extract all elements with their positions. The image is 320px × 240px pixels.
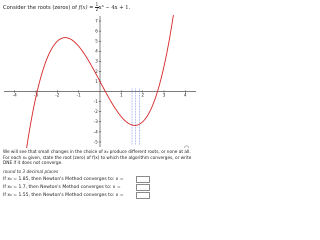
function-graph [0, 14, 200, 148]
answer-input-3[interactable] [136, 192, 150, 199]
question-row-1 [3, 176, 197, 184]
question-text [3, 2, 197, 14]
answer-input-2[interactable] [136, 184, 150, 191]
y-tick-label: 4 [95, 48, 98, 54]
search-icon[interactable] [184, 146, 190, 148]
question-row-3 [3, 192, 197, 200]
x-tick-label: 1 [119, 92, 123, 98]
y-tick-label: -3 [93, 119, 98, 125]
x-tick-label: -2 [55, 92, 60, 98]
question-prompt-1: If x₀ = 1.85, then Newton's Method converges to: x = [3, 177, 124, 182]
y-tick-label: 5 [95, 38, 98, 44]
question-prompt-3: If x₀ = 1.55, then Newton's Method converges to: x = [3, 193, 124, 198]
fraction-numerator: 1 [95, 2, 99, 7]
x-tick-label: 3 [162, 92, 166, 98]
y-tick-label: 1 [95, 78, 98, 84]
function-label: f(x) = [78, 5, 96, 11]
y-tick-label: -5 [93, 139, 98, 145]
y-tick-label: -2 [93, 109, 98, 115]
round-note: round to 3 decimal places [3, 170, 59, 175]
question-prefix: Consider the roots (zeros) of [3, 5, 79, 11]
function-rest: x³ − 4x + 1. [98, 5, 131, 11]
question-prompt-2: If x₀ = 1.7, then Newton's Method converges to: x = [3, 185, 121, 190]
x-tick-label: 4 [183, 92, 187, 98]
x-tick-label: -4 [12, 92, 17, 98]
instructions [3, 150, 197, 167]
fraction-denominator: 2 [95, 7, 99, 12]
answer-input-1[interactable] [136, 176, 150, 183]
y-tick-label: -1 [93, 99, 98, 105]
y-tick-label: 6 [95, 28, 98, 34]
y-tick-label: -4 [93, 129, 98, 135]
x-tick-label: -1 [76, 92, 81, 98]
question-row-2 [3, 184, 197, 192]
y-tick-label: 3 [95, 58, 98, 64]
x-tick-label: 2 [141, 92, 145, 98]
y-tick-label: 2 [95, 68, 98, 74]
x-tick-label: -3 [33, 92, 39, 98]
y-tick-label: 7 [95, 18, 98, 24]
instructions-text: We will see that small changes in the choice of x₀ produce different roots, or none at all. For each x₀ given, state the root (zero) of f(x) to which the algorithm converges, or write DNE if it does not converge. [3, 150, 192, 167]
highlight-interval [132, 89, 139, 145]
